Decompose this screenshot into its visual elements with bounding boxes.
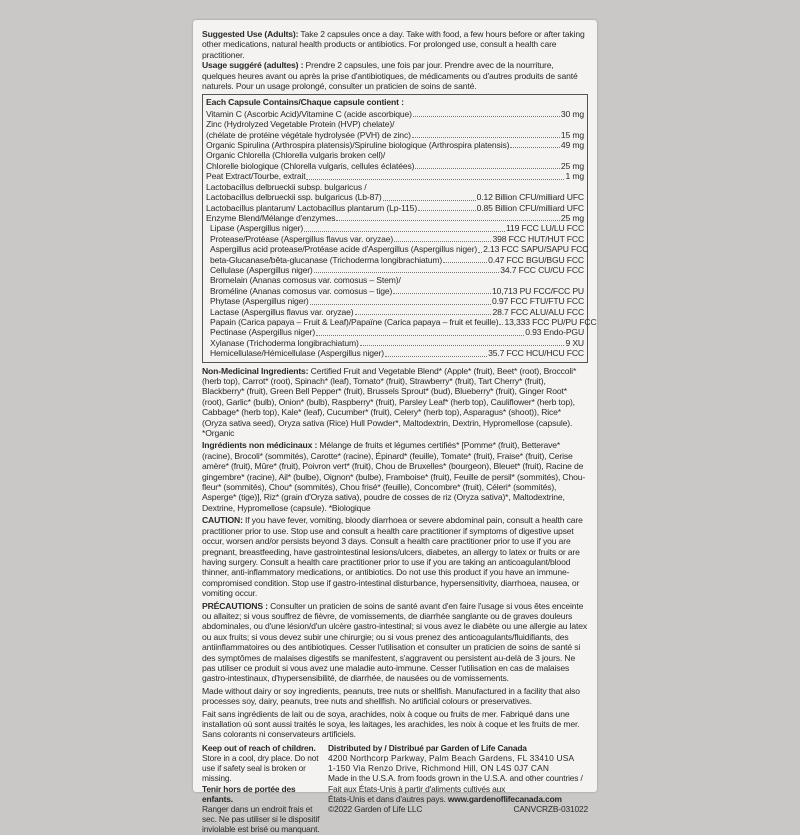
- ingredient-row: [206, 213, 584, 223]
- ingredients-rows: [206, 108, 597, 359]
- dot-leader: [499, 324, 503, 325]
- ingredient-amount: 0.12 Billion CFU/milliard UFC: [476, 192, 584, 203]
- footer-line: [328, 804, 588, 814]
- ingredient-amount: 1 mg: [565, 171, 584, 182]
- non-medicinal-fr-label: Ingrédients non médicinaux :: [202, 440, 318, 451]
- ingredient-name: Vitamin C (Ascorbic Acid)/Vitamine C (acide ascorbique): [206, 108, 412, 119]
- ingredient-name: Bromelain (Ananas comosus var. comosus – Stem)/: [210, 275, 401, 286]
- copyright-text: ©2022 Garden of Life LLC: [328, 804, 423, 815]
- dot-leader: [385, 356, 487, 357]
- ingredient-amount: 119 FCC LU/LU FCC: [506, 223, 584, 234]
- label-content: [202, 29, 597, 835]
- ingredient-row: [206, 150, 584, 160]
- ingredient-name: Enzyme Blend/Mélange d'enzymes: [206, 212, 336, 223]
- ingredient-row: [206, 255, 584, 265]
- dot-leader: [355, 314, 492, 315]
- precautions-label: PRÉCAUTIONS :: [202, 600, 268, 611]
- dot-leader: [418, 210, 476, 211]
- ingredient-name: Lactobacillus delbrueckii subsp. bulgaricus /: [206, 181, 367, 192]
- ingredient-name: Protease/Protéase (Aspergillus flavus var. oryzae): [210, 233, 394, 244]
- ingredient-row: [206, 161, 584, 171]
- caution-text: If you have fever, vomiting, bloody diarrhoea or severe abdominal pain, consult a health care practitioner prior to use. Stop use and consult a health care practitioner if symptoms of digestive upset occur, worsen and/or persists beyond 3 days. Consult a health care practitioner prior to use if you are pregnant, breastfeeding, have gastrointestinal lesions/ulcers, diabetes, an allergy to latex or fruits or are having surgery. Consult a health care practitioner prior to use if you are taking an anticoagulant/blood thinner, anti-inflammatory medications, or antibiotics. Do not use this product if you have an immune-compromised condition. Stop use if gastro-intestinal disturbance, hypersensitivity, diarrhoea, nausea, or vomiting occur.: [202, 515, 583, 599]
- ingredient-amount: 49 mg: [560, 140, 584, 151]
- suggested-use-fr-label: Usage suggéré (adultes) :: [202, 60, 304, 71]
- storage-fr-text: Ranger dans un endroit frais et sec. Ne pas utiliser si le dispositif inviolable est brisé ou manquant.: [202, 804, 320, 835]
- ingredient-amount: 398 FCC HUT/HUT FCC: [492, 233, 584, 244]
- ingredient-name: Peat Extract/Tourbe, extrait: [206, 171, 306, 182]
- ingredient-amount: 10,713 PU FCC/FCC PU: [491, 285, 584, 296]
- dot-leader: [316, 335, 524, 336]
- ingredient-row: [206, 223, 584, 233]
- ingredient-amount: 25 mg: [560, 212, 584, 223]
- ingredient-amount: 0.85 Billion CFU/milliard UFC: [476, 202, 584, 213]
- non-medicinal-fr-text: Mélange de fruits et légumes certifiés* [Pomme* (fruit), Betterave* (racine), Brocoli* (sommités), Carotte* (racine), Épinard* (feuille), Tomate* (fruit), Fraise* (fruit), Cerise amère* (fruit), Mûre* (fruit), Poivron vert* (fruit), Chou de Bruxelles* (bourgeon), Bleuet* (fruit), Racine de gingembre* (racine), Ail* (bulbe), Oignon* (bulbe), Framboise* (fruit), Feuille de persil* (sommités), Chou-fleur* (sommités), Chou* (sommités), Chou frisé* (feuille), Concombre* (fruit), Céleri* (sommités), Asperge* (tige)], Riz* (grain d'Oryza sativa), poudre de cosses de riz (Oryza sativa)*, Maltodextrine, Dextrine, Hypromellose (capsule). *Biologique: [202, 440, 586, 513]
- storage-block: [202, 743, 328, 835]
- ingredient-amount: 0.93 Endo-PGU: [525, 327, 584, 338]
- ingredient-row: [206, 327, 584, 337]
- suggested-use-en: [202, 29, 588, 60]
- suggested-use-fr-text: Prendre 2 capsules, une fois par jour. Prendre avec de la nourriture, quelques heures avant ou après la prise d'antibiotiques, de médicaments ou d'autres produits de santé naturels. Pour un usage prolongé, consulter un praticien de soins de santé.: [202, 60, 578, 92]
- ingredient-amount: 9 XU: [565, 337, 584, 348]
- ingredient-row: [206, 275, 584, 285]
- product-code: CANVCRZB-031022: [513, 804, 588, 815]
- allergen-en: Made without dairy or soy ingredients, peanuts, tree nuts or shellfish. Manufactured in a facility that also processes soy, dairy, peanuts, tree nuts and shellfish. No artificial colours or preservatives.: [202, 685, 580, 707]
- precautions-fr: [202, 601, 588, 684]
- caution-label: CAUTION:: [202, 515, 243, 526]
- ingredient-row: [206, 203, 584, 213]
- ingredient-row: [206, 307, 584, 317]
- ingredient-amount: 13,333 FCC PU/PU FCC: [504, 316, 597, 327]
- dot-leader: [306, 179, 564, 180]
- ingredient-name: Lactobacillus plantarum/ Lactobacillus plantarum (Lp-115): [206, 202, 418, 213]
- ingredient-name: beta-Glucanase/bêta-glucanase (Trichoderma longibrachiatum): [210, 254, 443, 265]
- non-medicinal-fr: [202, 440, 588, 513]
- suggested-use-fr: [202, 60, 588, 91]
- ingredient-row: [206, 244, 589, 255]
- ingredient-row: [206, 338, 584, 348]
- dot-leader: [304, 231, 505, 232]
- non-medicinal-en-label: Non-Medicinal Ingredients:: [202, 365, 309, 376]
- ingredient-row: [206, 109, 584, 119]
- ingredient-row: [206, 234, 584, 244]
- bottom-columns: [202, 743, 588, 835]
- non-medicinal-en-text: Certified Fruit and Vegetable Blend* (Apple* (fruit), Beet* (root), Broccoli* (herb top), Carrot* (root), Spinach* (leaf), Tomato* (fruit), Strawberry* (fruit), Tart Cherry* (fruit), Blackberry* (fruit), Green Bell Pepper* (fruit), Brussels Sprout* (bud), Blueberry* (fruit), Ginger Root* (root), Garlic* (bulb), Onion* (bulb), Raspberry* (fruit), Parsley Leaf* (herb top), Cauliflower* (herb top), Cabbage* (herb top), Kale* (leaf), Cucumber* (fruit), Celery* (herb top), Asparagus* (shoot)), Rice* (Oryza sativa seed), Oryza sativa (Rice) Hull Powder*, Maltodextrin, Dextrin, Hypromellose (capsule). *Organic: [202, 365, 577, 439]
- ingredient-row: [206, 316, 597, 327]
- ingredient-name: Aspergillus acid protease/Protéase acide d'Aspergillus (Aspergillus niger): [210, 244, 478, 255]
- ingredient-row: [206, 265, 584, 275]
- ingredient-name: Chlorelle biologique (Chlorella vulgaris, cellules éclatées): [206, 160, 415, 171]
- website-link[interactable]: www.gardenoflifecanada.com: [447, 793, 562, 804]
- ingredient-name: Xylanase (Trichoderma longibrachiatum): [210, 337, 359, 348]
- storage-en-label: Keep out of reach of children.: [202, 742, 316, 753]
- distributor-address-ca: 1-150 Via Renzo Drive, Richmond Hill, ON L4S 0J7 CAN: [328, 763, 550, 774]
- dot-leader: [478, 252, 482, 253]
- allergen-fr: Fait sans ingrédients de lait ou de soya, arachides, noix à coque ou fruits de mer. Fabriqué dans une installation où sont aussi traités le soya, les laitages, les arachides, les noix à coque et les fruits de mer. Sans colorants ni conservateurs artificiels.: [202, 708, 580, 740]
- dot-leader: [360, 345, 565, 346]
- ingredient-amount: 30 mg: [560, 108, 584, 119]
- ingredient-row: [206, 130, 584, 140]
- dot-leader: [393, 293, 491, 294]
- distributor-block: [328, 743, 588, 835]
- ingredient-amount: 28.7 FCC ALU/ALU FCC: [492, 306, 584, 317]
- ingredient-name: Organic Chlorella (Chlorella vulgaris broken cell)/: [206, 150, 386, 161]
- ingredient-amount: 25 mg: [560, 160, 584, 171]
- ingredient-name: Cellulase (Aspergillus niger): [210, 264, 313, 275]
- dot-leader: [336, 220, 559, 221]
- suggested-use-en-text: Take 2 capsules once a day. Take with food, a few hours before or after taking other medications, natural health products or antibiotics. For prolonged use, consult a health care practitioner.: [202, 29, 585, 60]
- dot-leader: [310, 304, 491, 305]
- ingredient-amount: 2.13 FCC SAPU/SAPU FCC: [483, 244, 589, 255]
- ingredient-name: Hemicellulase/Hémicellulase (Aspergillus niger): [210, 348, 384, 359]
- ingredient-amount: 35.7 FCC HCU/HCU FCC: [488, 348, 584, 359]
- dot-leader: [510, 147, 560, 148]
- ingredient-name: Zinc (Hydrolyzed Vegetable Protein (HVP) chelate)/: [206, 119, 395, 130]
- ingredient-row: [206, 296, 584, 306]
- ingredient-row: [206, 119, 584, 129]
- ingredient-name: Lactase (Aspergillus flavus var. oryzae): [210, 306, 354, 317]
- dot-leader: [413, 116, 560, 117]
- ingredient-amount: 34.7 FCC CU/CU FCC: [500, 264, 584, 275]
- ingredient-row: [206, 182, 584, 192]
- suggested-use-en-label: Suggested Use (Adults):: [202, 29, 299, 39]
- ingredient-name: Lactobacillus delbrueckii ssp. bulgaricus (Lb-87): [206, 192, 382, 203]
- dot-leader: [415, 168, 560, 169]
- dot-leader: [383, 200, 476, 201]
- ingredient-name: Organic Spirulina (Arthrospira platensis)/Spiruline biologique (Arthrospira platensis): [206, 140, 510, 151]
- dot-leader: [443, 262, 487, 263]
- distributor-address-us: 4200 Northcorp Parkway, Palm Beach Gardens, FL 33410 USA: [328, 753, 575, 764]
- storage-fr-label: Tenir hors de portée des enfants.: [202, 783, 296, 804]
- ingredient-amount: 0.97 FCC FTU/FTU FCC: [491, 296, 584, 307]
- origin-fr-line: [328, 794, 588, 804]
- ingredient-name: (chélate de protéine végétale hydrolysée (PVH) de zinc): [206, 129, 411, 140]
- distributor-label: Distributed by / Distribué par Garden of Life Canada: [328, 742, 527, 753]
- ingredients-table: [202, 94, 597, 362]
- ingredient-row: [206, 286, 584, 296]
- label-panel: [193, 20, 597, 835]
- origin-text-en: Made in the U.S.A. from foods grown in the U.S.A. and other countries / Fait aux États-Unis à partir d'aliments cultivés aux: [328, 773, 583, 794]
- non-medicinal-en: [202, 366, 588, 439]
- ingredient-row: [206, 140, 584, 150]
- ingredient-name: Lipase (Aspergillus niger): [210, 223, 304, 234]
- storage-en-text: Store in a cool, dry place. Do not use if safety seal is broken or missing.: [202, 753, 319, 784]
- dot-leader: [412, 137, 560, 138]
- ingredient-amount: 15 mg: [560, 129, 584, 140]
- precautions-text: Consulter un praticien de soins de santé avant d'en faire l'usage si vous êtes enceinte ou allaitez; si vous souffrez de fièvre, de vomissements, de diarrhée sanglante ou de graves douleurs abdominales, ou d'une lésion/d'un ulcère gastro-intestinal; si vous avez le diabète ou une allergie au latex ou aux fruits; si vous devez subir une chirurgie; ou si vous prenez des anticoagulants/fluidifiants, des antiinflammatoires ou des antibiotiques. Cesser l'utilisation et consulter un praticien de soins de santé si des symptômes de malaises digestifs se manifestent, s'aggravent ou persistent au-delà de 3 jours. Ne pas utiliser ce produit si vous avez une maladie auto-immune. Cesser l'utilisation en cas de malaises gastro-intestinaux, d'hypersensibilité, de diarrhée, de nausées ou de vomissements.: [202, 600, 588, 684]
- ingredient-name: Phytase (Aspergillus niger): [210, 296, 309, 307]
- ingredient-row: [206, 192, 584, 202]
- ingredient-name: Papain (Carica papaya – Fruit & Leaf)/Papaïne (Carica papaya – fruit et feuille): [210, 316, 499, 327]
- ingredient-row: [206, 171, 584, 181]
- ingredient-amount: 0.47 FCC BGU/BGU FCC: [488, 254, 584, 265]
- dot-leader: [314, 272, 500, 273]
- ingredient-name: Broméline (Ananas comosus var. comosus – tige): [210, 285, 393, 296]
- caution-en: [202, 515, 588, 598]
- ingredients-title: Each Capsule Contains/Chaque capsule contient :: [206, 97, 404, 108]
- dot-leader: [394, 241, 491, 242]
- ingredient-row: [206, 348, 584, 358]
- origin-text-fr: États-Unis et dans d'autres pays.: [328, 793, 448, 804]
- ingredient-name: Pectinase (Aspergillus niger): [210, 327, 316, 338]
